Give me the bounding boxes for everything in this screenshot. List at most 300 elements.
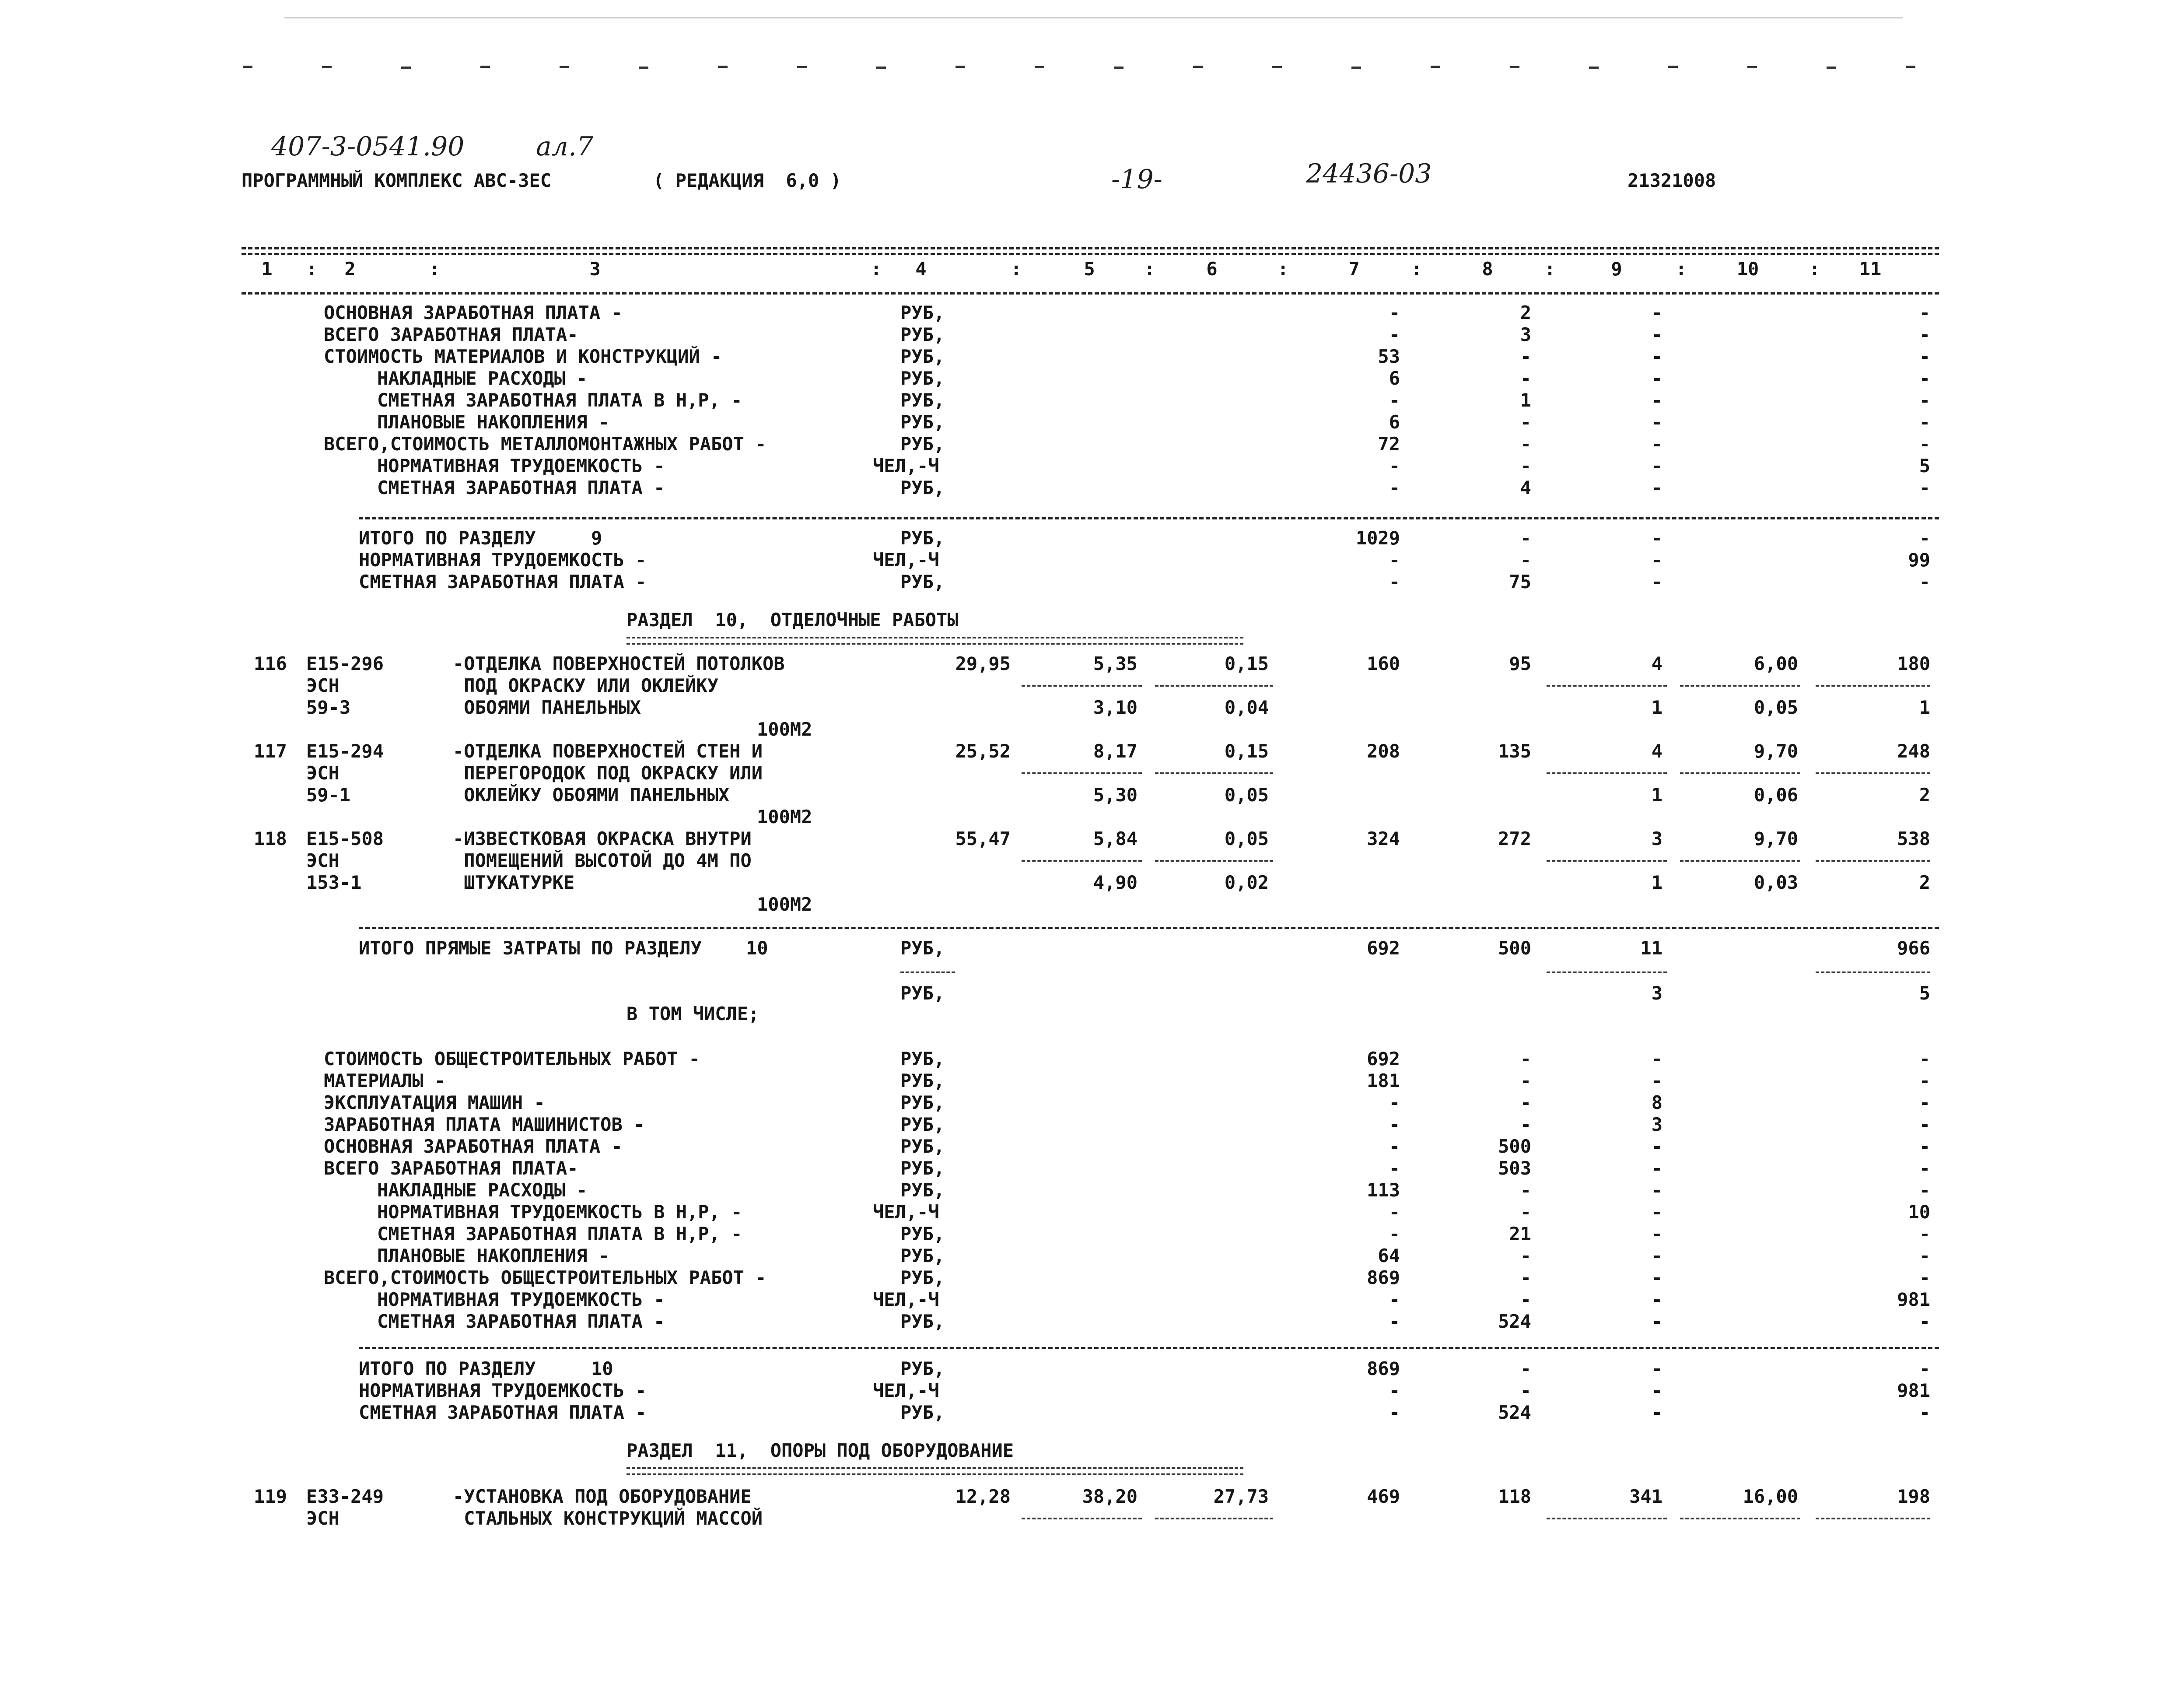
row-col9: 3 — [1651, 1114, 1662, 1135]
row-col11: - — [1919, 433, 1930, 455]
item-underline-col9 — [1547, 685, 1667, 687]
row-col7: - — [1389, 1201, 1400, 1223]
row-col8: 4 — [1520, 477, 1531, 498]
item-col4: 25,52 — [955, 740, 1011, 762]
section10-direct-rule — [359, 927, 1939, 929]
item-number: 116 — [254, 653, 287, 674]
item-col8: 118 — [1498, 1486, 1531, 1507]
item-col9: 4 — [1651, 653, 1662, 674]
row-unit: ЧЕЛ,-Ч — [873, 549, 939, 571]
column-separator: : — [429, 258, 440, 280]
section10-underline-2 — [626, 643, 1243, 645]
row-col9: - — [1651, 1402, 1662, 1423]
item-col9: 3 — [1651, 828, 1662, 849]
row-unit: РУБ, — [900, 1402, 945, 1423]
row-col7: - — [1389, 1136, 1400, 1157]
column-separator: : — [306, 258, 318, 280]
item-number: 119 — [254, 1486, 287, 1507]
row-unit: РУБ, — [900, 1048, 945, 1070]
row-col11: 5 — [1919, 455, 1930, 477]
row-col9: - — [1651, 1245, 1662, 1266]
item-col6-sub: 0,05 — [1224, 784, 1269, 806]
row-col7: - — [1389, 1289, 1400, 1310]
row-unit: ЧЕЛ,-Ч — [873, 1380, 939, 1401]
direct-total-c9-2: 3 — [1651, 982, 1662, 1004]
row-col8: - — [1520, 1358, 1531, 1379]
perforation-mark — [243, 66, 252, 68]
direct-total-c11: 966 — [1897, 937, 1930, 959]
item-description-line: -ИЗВЕСТКОВАЯ ОКРАСКА ВНУТРИ — [453, 828, 752, 849]
document-code: 21321008 — [1628, 170, 1716, 191]
item-col7: 208 — [1367, 740, 1400, 762]
row-unit: ЧЕЛ,-Ч — [873, 1201, 939, 1223]
row-unit: РУБ, — [900, 1311, 945, 1332]
row-label: СТОИМОСТЬ МАТЕРИАЛОВ И КОНСТРУКЦИЙ - — [324, 346, 722, 367]
row-unit: РУБ, — [900, 1179, 945, 1201]
row-col11: 10 — [1908, 1201, 1930, 1223]
perforation-mark — [1035, 66, 1044, 68]
direct-total-label: ИТОГО ПРЯМЫЕ ЗАТРАТЫ ПО РАЗДЕЛУ 10 — [359, 937, 768, 959]
item-col8: 272 — [1498, 828, 1531, 849]
item-underline-col5 — [1022, 860, 1142, 862]
perforation-mark — [1747, 66, 1757, 68]
row-col11: - — [1919, 1179, 1930, 1201]
row-label: ОСНОВНАЯ ЗАРАБОТНАЯ ПЛАТА - — [324, 302, 623, 323]
row-col7: 72 — [1378, 433, 1400, 455]
row-col7: - — [1389, 1402, 1400, 1423]
row-col11: - — [1919, 324, 1930, 345]
column-header-8: 8 — [1482, 258, 1493, 280]
perforation-mark — [1193, 66, 1203, 68]
row-col8: 75 — [1509, 571, 1531, 593]
item-underline-col11 — [1816, 772, 1930, 774]
direct-total-c9: 11 — [1640, 937, 1662, 959]
item-underline-col5 — [1022, 772, 1142, 774]
row-unit: РУБ, — [900, 1223, 945, 1245]
row-unit: РУБ, — [900, 1267, 945, 1288]
row-col8: 2 — [1520, 302, 1531, 323]
column-separator: : — [1011, 258, 1022, 280]
handwritten-sheet: ал.7 — [536, 131, 594, 162]
item-col4: 29,95 — [955, 653, 1011, 674]
row-label: НОРМАТИВНАЯ ТРУДОЕМКОСТЬ - — [359, 1380, 647, 1401]
direct-total-underline-unit — [900, 972, 955, 973]
row-unit: РУБ, — [900, 433, 945, 455]
perforation-mark — [1510, 66, 1519, 68]
item-col9: 341 — [1629, 1486, 1662, 1507]
item-col7: 324 — [1367, 828, 1400, 849]
item-description-line: ПОМЕЩЕНИЙ ВЫСОТОЙ ДО 4М ПО — [453, 850, 752, 871]
item-underline-col6 — [1155, 1518, 1273, 1519]
item-col8: 135 — [1498, 740, 1531, 762]
row-col7: 1029 — [1355, 527, 1400, 549]
column-header-3: 3 — [589, 258, 601, 280]
row-col8: 1 — [1520, 389, 1531, 411]
row-unit: РУБ, — [900, 302, 945, 323]
item-underline-col11 — [1816, 860, 1930, 862]
row-unit: РУБ, — [900, 411, 945, 433]
row-col11: - — [1919, 411, 1930, 433]
row-label: НОРМАТИВНАЯ ТРУДОЕМКОСТЬ В Н,Р, - — [377, 1201, 742, 1223]
direct-total-underline-c11 — [1816, 972, 1930, 973]
item-description-line: -ОТДЕЛКА ПОВЕРХНОСТЕЙ СТЕН И — [453, 740, 763, 762]
item-col6: 0,15 — [1224, 653, 1269, 674]
column-separator: : — [1144, 258, 1155, 280]
item-description-line: ОБОЯМИ ПАНЕЛЬНЫХ — [453, 697, 641, 718]
item-code: Е15-294 — [306, 740, 384, 762]
row-col11: - — [1919, 1157, 1930, 1179]
row-col7: - — [1389, 324, 1400, 345]
item-underline-col6 — [1155, 685, 1273, 687]
perforation-mark — [322, 66, 332, 68]
row-label: СМЕТНАЯ ЗАРАБОТНАЯ ПЛАТА - — [377, 477, 665, 498]
item-col5: 8,17 — [1093, 740, 1138, 762]
row-col9: - — [1651, 302, 1662, 323]
item-col10: 9,70 — [1754, 828, 1798, 849]
row-col8: - — [1520, 346, 1531, 367]
item-col10-sub: 0,05 — [1754, 697, 1798, 718]
row-col9: - — [1651, 1048, 1662, 1070]
perforation-mark — [718, 66, 728, 68]
item-unit: 100М2 — [757, 806, 812, 828]
row-col9: - — [1651, 1289, 1662, 1310]
row-col9: - — [1651, 549, 1662, 571]
row-col11: - — [1919, 368, 1930, 389]
row-col8: - — [1520, 1245, 1531, 1266]
item-description-line: -ОТДЕЛКА ПОВЕРХНОСТЕЙ ПОТОЛКОВ — [453, 653, 785, 674]
item-basis: ЭСН — [306, 762, 340, 784]
row-unit: РУБ, — [900, 1092, 945, 1113]
item-unit: 100М2 — [757, 719, 812, 740]
perforation-mark — [797, 66, 807, 68]
column-header-1: 1 — [261, 258, 273, 280]
row-label: СМЕТНАЯ ЗАРАБОТНАЯ ПЛАТА - — [377, 1311, 665, 1332]
row-col9: - — [1651, 389, 1662, 411]
row-label: ВСЕГО ЗАРАБОТНАЯ ПЛАТА- — [324, 1157, 578, 1179]
row-col7: - — [1389, 1311, 1400, 1332]
row-col8: - — [1520, 1201, 1531, 1223]
item-description-line: СТАЛЬНЫХ КОНСТРУКЦИЙ МАССОЙ — [453, 1508, 763, 1529]
row-col8: - — [1520, 527, 1531, 549]
perforation-mark — [1668, 66, 1678, 68]
item-underline-col11 — [1816, 1518, 1930, 1519]
item-number: 117 — [254, 740, 287, 762]
perforation-mark — [480, 66, 490, 68]
perforation-mark — [1431, 66, 1440, 68]
row-unit: РУБ, — [900, 1157, 945, 1179]
item-col4: 12,28 — [955, 1486, 1011, 1507]
row-col8: - — [1520, 368, 1531, 389]
row-unit: РУБ, — [900, 1358, 945, 1379]
row-col11: - — [1919, 1311, 1930, 1332]
row-col11: - — [1919, 1223, 1930, 1245]
row-unit: РУБ, — [900, 571, 945, 593]
item-col11-sub: 2 — [1919, 784, 1930, 806]
item-unit: 100М2 — [757, 894, 812, 915]
row-col9: - — [1651, 1267, 1662, 1288]
direct-total-c11-2: 5 — [1919, 982, 1930, 1004]
row-col9: - — [1651, 527, 1662, 549]
column-separator: : — [1544, 258, 1556, 280]
row-unit: РУБ, — [900, 527, 945, 549]
column-separator: : — [1278, 258, 1289, 280]
column-header-7: 7 — [1348, 258, 1360, 280]
row-col9: - — [1651, 324, 1662, 345]
row-col7: - — [1389, 389, 1400, 411]
item-underline-col9 — [1547, 1518, 1667, 1519]
perforation-mark — [1827, 67, 1836, 69]
row-col11: - — [1919, 477, 1930, 498]
item-col7: 469 — [1367, 1486, 1400, 1507]
item-col10: 6,00 — [1754, 653, 1798, 674]
row-col11: - — [1919, 1136, 1930, 1157]
row-col9: - — [1651, 1179, 1662, 1201]
row-col7: 64 — [1378, 1245, 1400, 1266]
row-label: ЗАРАБОТНАЯ ПЛАТА МАШИНИСТОВ - — [324, 1114, 645, 1135]
item-col4: 55,47 — [955, 828, 1011, 849]
row-label: ЭКСПЛУАТАЦИЯ МАШИН - — [324, 1092, 545, 1113]
row-col9: - — [1651, 1358, 1662, 1379]
row-col7: 869 — [1367, 1267, 1400, 1288]
column-separator: : — [1676, 258, 1687, 280]
row-col11: - — [1919, 1048, 1930, 1070]
row-unit: РУБ, — [900, 1070, 945, 1091]
item-col10: 9,70 — [1754, 740, 1798, 762]
perforation-mark — [639, 67, 648, 69]
row-label: ПЛАНОВЫЕ НАКОПЛЕНИЯ - — [377, 1245, 610, 1266]
row-col11: 981 — [1897, 1380, 1930, 1401]
item-col11-sub: 1 — [1919, 697, 1930, 718]
item-col11: 538 — [1897, 828, 1930, 849]
row-col7: - — [1389, 1114, 1400, 1135]
item-code: Е15-296 — [306, 653, 384, 674]
item-underline-col6 — [1155, 772, 1273, 774]
column-header-4: 4 — [915, 258, 927, 280]
perforation-mark — [956, 66, 965, 68]
row-col9: - — [1651, 1311, 1662, 1332]
row-unit: РУБ, — [900, 346, 945, 367]
item-col9-sub: 1 — [1651, 872, 1662, 893]
row-label: ВСЕГО,СТОИМОСТЬ МЕТАЛЛОМОНТАЖНЫХ РАБОТ - — [324, 433, 766, 455]
item-col6: 0,05 — [1224, 828, 1269, 849]
column-header-9: 9 — [1611, 258, 1622, 280]
item-col5: 38,20 — [1082, 1486, 1138, 1507]
row-label: СМЕТНАЯ ЗАРАБОТНАЯ ПЛАТА - — [359, 571, 647, 593]
row-col7: - — [1389, 1380, 1400, 1401]
section10-underline — [626, 637, 1243, 638]
row-col7: - — [1389, 571, 1400, 593]
direct-total-c7: 692 — [1367, 937, 1400, 959]
item-col11-sub: 2 — [1919, 872, 1930, 893]
row-col8: 500 — [1498, 1136, 1531, 1157]
row-col11: 981 — [1897, 1289, 1930, 1310]
row-col9: - — [1651, 1380, 1662, 1401]
row-col11: - — [1919, 346, 1930, 367]
item-reference: 59-1 — [306, 784, 351, 806]
row-col11: 99 — [1908, 549, 1930, 571]
row-col8: - — [1520, 433, 1531, 455]
perforation-mark — [1589, 67, 1599, 69]
item-basis: ЭСН — [306, 850, 340, 871]
section11-title: РАЗДЕЛ 11, ОПОРЫ ПОД ОБОРУДОВАНИЕ — [626, 1440, 1014, 1461]
item-col5: 5,84 — [1093, 828, 1138, 849]
program-name: ПРОГРАММНЫЙ КОМПЛЕКС АВС-3ЕС — [242, 170, 552, 191]
row-col11: - — [1919, 1267, 1930, 1288]
including-label: В ТОМ ЧИСЛЕ; — [626, 1003, 760, 1024]
row-label: ПЛАНОВЫЕ НАКОПЛЕНИЯ - — [377, 411, 610, 433]
row-label: НОРМАТИВНАЯ ТРУДОЕМКОСТЬ - — [377, 1289, 665, 1310]
row-label: НАКЛАДНЫЕ РАСХОДЫ - — [377, 1179, 588, 1201]
perforation-mark — [876, 67, 886, 69]
row-col9: - — [1651, 571, 1662, 593]
handwritten-reference: 407-3-0541.90 — [271, 131, 465, 162]
item-description-line: -УСТАНОВКА ПОД ОБОРУДОВАНИЕ — [453, 1486, 752, 1507]
row-col7: - — [1389, 477, 1400, 498]
perforation-mark — [1272, 66, 1282, 68]
column-separator: : — [1411, 258, 1422, 280]
row-col9: - — [1651, 368, 1662, 389]
item-col7: 160 — [1367, 653, 1400, 674]
perforation-mark — [1906, 66, 1915, 68]
item-basis: ЭСН — [306, 675, 340, 696]
row-col8: - — [1520, 1048, 1531, 1070]
item-description-line: ПОД ОКРАСКУ ИЛИ ОКЛЕЙКУ — [453, 675, 718, 696]
direct-total-unit-2: РУБ, — [900, 982, 945, 1004]
row-col11: - — [1919, 1402, 1930, 1423]
item-underline-col10 — [1680, 772, 1800, 774]
row-unit: РУБ, — [900, 368, 945, 389]
item-description-line: ПЕРЕГОРОДОК ПОД ОКРАСКУ ИЛИ — [453, 762, 763, 784]
row-unit: РУБ, — [900, 324, 945, 345]
item-reference: 153-1 — [306, 872, 362, 893]
item-col5-sub: 4,90 — [1093, 872, 1138, 893]
row-unit: РУБ, — [900, 1136, 945, 1157]
row-col11: - — [1919, 1114, 1930, 1135]
item-description-line: ШТУКАТУРКЕ — [453, 872, 575, 893]
row-unit: РУБ, — [900, 389, 945, 411]
row-col9: - — [1651, 1136, 1662, 1157]
row-col7: 869 — [1367, 1358, 1400, 1379]
item-col10-sub: 0,06 — [1754, 784, 1798, 806]
perforation-mark — [560, 66, 569, 68]
item-col6: 0,15 — [1224, 740, 1269, 762]
column-header-5: 5 — [1084, 258, 1095, 280]
row-col11: - — [1919, 302, 1930, 323]
row-label: НАКЛАДНЫЕ РАСХОДЫ - — [377, 368, 588, 389]
row-col9: - — [1651, 1157, 1662, 1179]
item-col11: 198 — [1897, 1486, 1930, 1507]
row-col8: - — [1520, 549, 1531, 571]
row-col9: - — [1651, 455, 1662, 477]
row-col8: - — [1520, 1289, 1531, 1310]
row-col8: - — [1520, 1092, 1531, 1113]
section9-total-rule — [359, 517, 1939, 519]
item-underline-col11 — [1816, 685, 1930, 687]
item-underline-col5 — [1022, 1518, 1142, 1519]
row-label: ОСНОВНАЯ ЗАРАБОТНАЯ ПЛАТА - — [324, 1136, 623, 1157]
item-col5-sub: 5,30 — [1093, 784, 1138, 806]
page-number: -19- — [1111, 164, 1162, 195]
row-col8: 524 — [1498, 1402, 1531, 1423]
row-col11: - — [1919, 1358, 1930, 1379]
item-reference: 59-3 — [306, 697, 351, 718]
row-label: ВСЕГО,СТОИМОСТЬ ОБЩЕСТРОИТЕЛЬНЫХ РАБОТ - — [324, 1267, 766, 1288]
section11-underline-2 — [626, 1473, 1243, 1475]
item-number: 118 — [254, 828, 287, 849]
perforation-mark — [401, 67, 411, 69]
row-col8: - — [1520, 1267, 1531, 1288]
item-underline-col9 — [1547, 860, 1667, 862]
row-col11: - — [1919, 1245, 1930, 1266]
row-col11: - — [1919, 1092, 1930, 1113]
item-col9: 4 — [1651, 740, 1662, 762]
row-col11: - — [1919, 389, 1930, 411]
row-unit: РУБ, — [900, 1114, 945, 1135]
row-col8: - — [1520, 1380, 1531, 1401]
item-underline-col6 — [1155, 860, 1273, 862]
item-code: Е33-249 — [306, 1486, 384, 1507]
row-col7: - — [1389, 1157, 1400, 1179]
row-col9: - — [1651, 1223, 1662, 1245]
item-col5: 5,35 — [1093, 653, 1138, 674]
item-col11: 248 — [1897, 740, 1930, 762]
item-code: Е15-508 — [306, 828, 384, 849]
perforation-mark — [1114, 67, 1124, 69]
row-col8: - — [1520, 1179, 1531, 1201]
header-rule-top-2 — [242, 253, 1939, 255]
item-col10: 16,00 — [1743, 1486, 1798, 1507]
item-underline-col10 — [1680, 860, 1800, 862]
handwritten-code: 24436-03 — [1306, 158, 1432, 189]
section11-underline — [626, 1467, 1243, 1469]
row-col7: 181 — [1367, 1070, 1400, 1091]
row-col8: - — [1520, 1114, 1531, 1135]
item-col6-sub: 0,02 — [1224, 872, 1269, 893]
section10-total-rule — [359, 1347, 1939, 1349]
item-underline-col5 — [1022, 685, 1142, 687]
item-basis: ЭСН — [306, 1508, 340, 1529]
row-col8: - — [1520, 1070, 1531, 1091]
header-rule-bottom — [242, 292, 1939, 295]
row-col7: - — [1389, 1092, 1400, 1113]
row-label: ИТОГО ПО РАЗДЕЛУ 10 — [359, 1358, 613, 1379]
row-col8: 21 — [1509, 1223, 1531, 1245]
column-header-2: 2 — [344, 258, 356, 280]
row-label: СМЕТНАЯ ЗАРАБОТНАЯ ПЛАТА В Н,Р, - — [377, 1223, 742, 1245]
row-col8: 524 — [1498, 1311, 1531, 1332]
item-col8: 95 — [1509, 653, 1531, 674]
column-header-6: 6 — [1206, 258, 1218, 280]
row-col11: - — [1919, 527, 1930, 549]
item-col6-sub: 0,04 — [1224, 697, 1269, 718]
row-unit: РУБ, — [900, 1245, 945, 1266]
item-underline-col9 — [1547, 772, 1667, 774]
row-col7: 6 — [1389, 411, 1400, 433]
row-col7: - — [1389, 302, 1400, 323]
row-label: СМЕТНАЯ ЗАРАБОТНАЯ ПЛАТА В Н,Р, - — [377, 389, 742, 411]
row-col9: - — [1651, 411, 1662, 433]
header-rule-top — [242, 247, 1939, 249]
direct-total-c8: 500 — [1498, 937, 1531, 959]
row-col9: - — [1651, 433, 1662, 455]
item-col5-sub: 3,10 — [1093, 697, 1138, 718]
row-col8: - — [1520, 455, 1531, 477]
row-col7: 113 — [1367, 1179, 1400, 1201]
row-col7: 692 — [1367, 1048, 1400, 1070]
row-col9: - — [1651, 346, 1662, 367]
item-col6: 27,73 — [1213, 1486, 1269, 1507]
row-col7: - — [1389, 455, 1400, 477]
